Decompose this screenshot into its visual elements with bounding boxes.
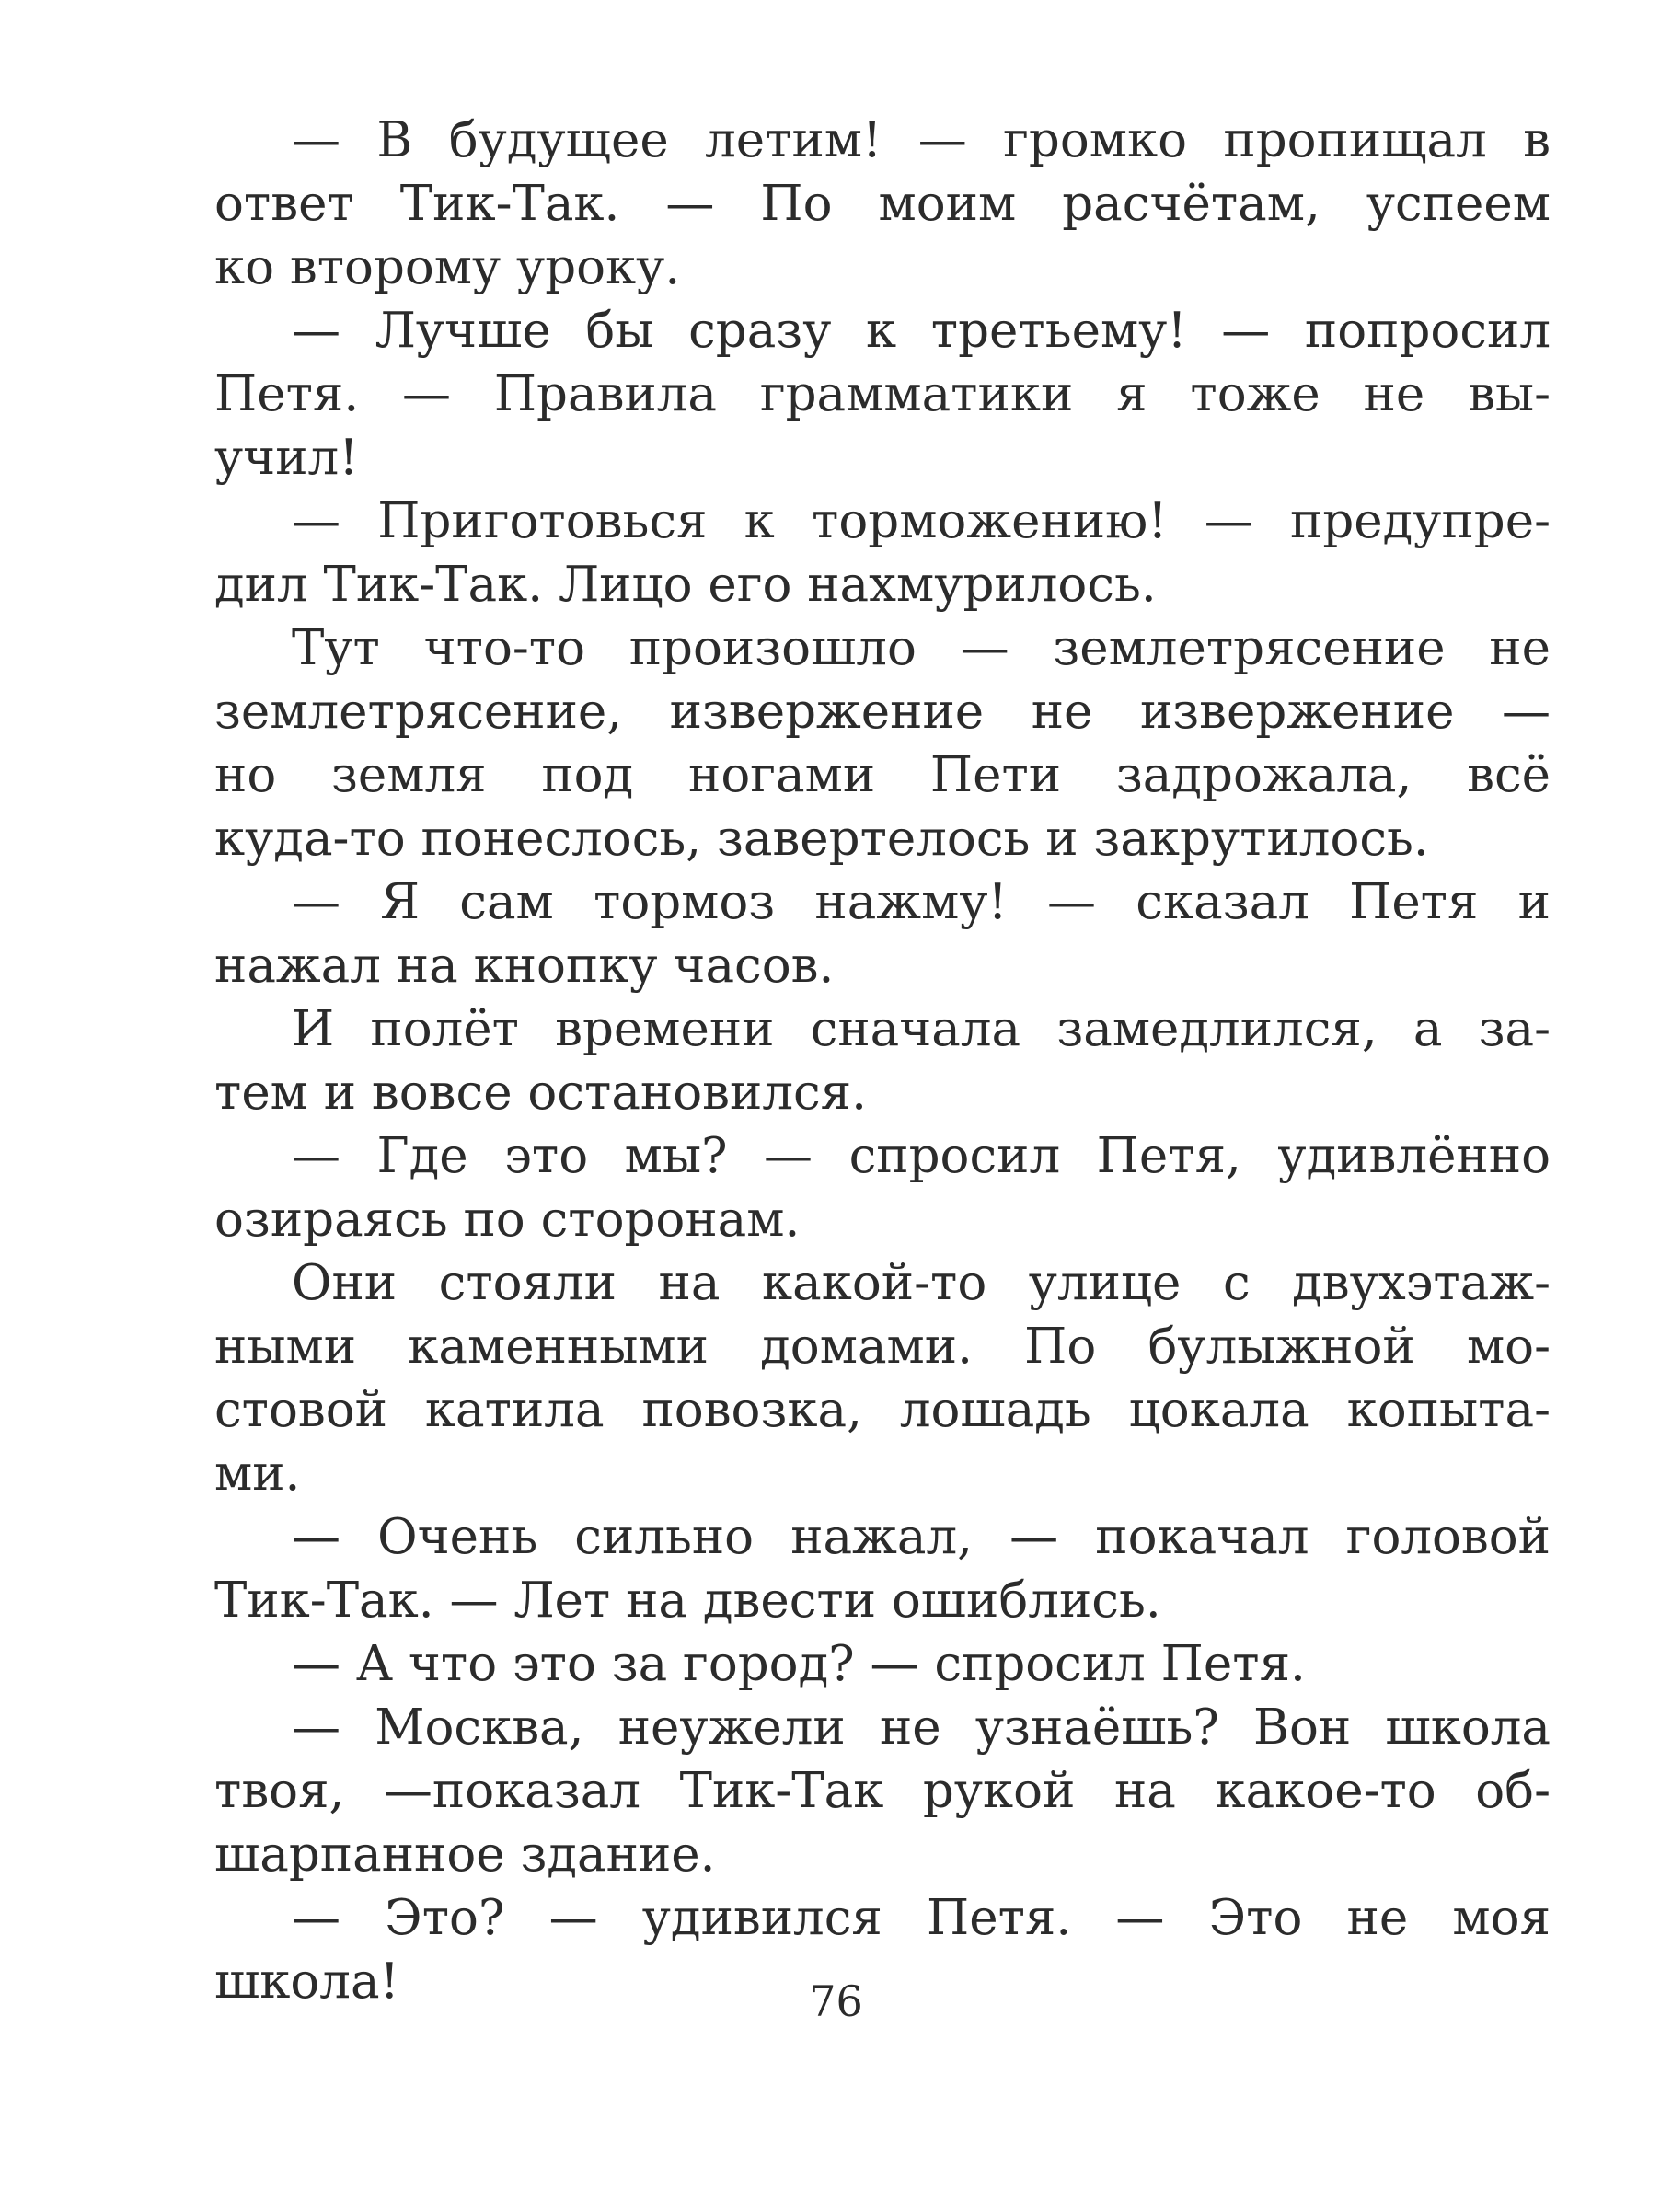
text-line: школа! (214, 1953, 399, 2010)
text-line: — Приготовься к торможению! — предупре- (292, 493, 1551, 549)
text-line: — Это? — удивился Петя. — Это не моя (292, 1890, 1551, 1946)
text-line: стовой катила повозка, лошадь цокала копыта- (214, 1382, 1551, 1438)
paragraph (214, 490, 1551, 616)
text-line: — А что это за город? — спросил Петя. (292, 1636, 1306, 1692)
text-line: Тут что-то произошло — землетрясение не (292, 620, 1551, 676)
paragraph (214, 1505, 1551, 1632)
paragraph (214, 299, 1551, 490)
text-line: твоя, —показал Тик-Так рукой на какое-то об- (214, 1763, 1551, 1819)
text-line: дил Тик-Так. Лицо его нахмурилось. (214, 557, 1157, 613)
text-line: Тик-Так. — Лет на двести ошиблись. (214, 1573, 1161, 1629)
paragraph (214, 1632, 1551, 1696)
text-line: — Где это мы? — спросил Петя, удивлённо (292, 1128, 1551, 1184)
text-line: — Я сам тормоз нажму! — сказал Петя и (292, 874, 1551, 930)
paragraph (214, 109, 1551, 299)
paragraph (214, 1251, 1551, 1505)
paragraph (214, 1696, 1551, 1886)
text-line: — Лучше бы сразу к третьему! — попросил (292, 303, 1551, 359)
page-number: 76 (809, 1976, 863, 2026)
text-line: учил! (214, 430, 359, 486)
text-line: ответ Тик-Так. — По моим расчётам, успеем (214, 176, 1551, 232)
paragraph (214, 997, 1551, 1124)
text-line: — Очень сильно нажал, — покачал головой (292, 1509, 1551, 1565)
text-line: нажал на кнопку часов. (214, 938, 835, 994)
text-line: озираясь по сторонам. (214, 1192, 801, 1248)
text-line: но земля под ногами Пети задрожала, всё (214, 747, 1551, 803)
page-text (214, 109, 1551, 2013)
text-line: — Москва, неужели не узнаёшь? Вон школа (292, 1699, 1551, 1756)
text-line: землетрясение, извержение не извержение — (214, 684, 1551, 740)
text-line: Они стояли на какой-то улице с двухэтаж- (292, 1255, 1551, 1311)
text-line: — В будущее летим! — громко пропищал в (292, 112, 1551, 168)
text-line: И полёт времени сначала замедлился, а за- (292, 1001, 1551, 1057)
paragraph (214, 616, 1551, 870)
text-line: Петя. — Правила грамматики я тоже не вы- (214, 366, 1551, 422)
text-line: шарпанное здание. (214, 1826, 716, 1883)
text-line: ко второму уроку. (214, 239, 681, 295)
text-line: куда-то понеслось, завертелось и закрутилось. (214, 811, 1429, 867)
text-line: ми. (214, 1446, 301, 1502)
text-line: ными каменными домами. По булыжной мо- (214, 1319, 1551, 1375)
paragraph (214, 870, 1551, 997)
text-line: тем и вовсе остановился. (214, 1065, 867, 1121)
paragraph (214, 1124, 1551, 1251)
